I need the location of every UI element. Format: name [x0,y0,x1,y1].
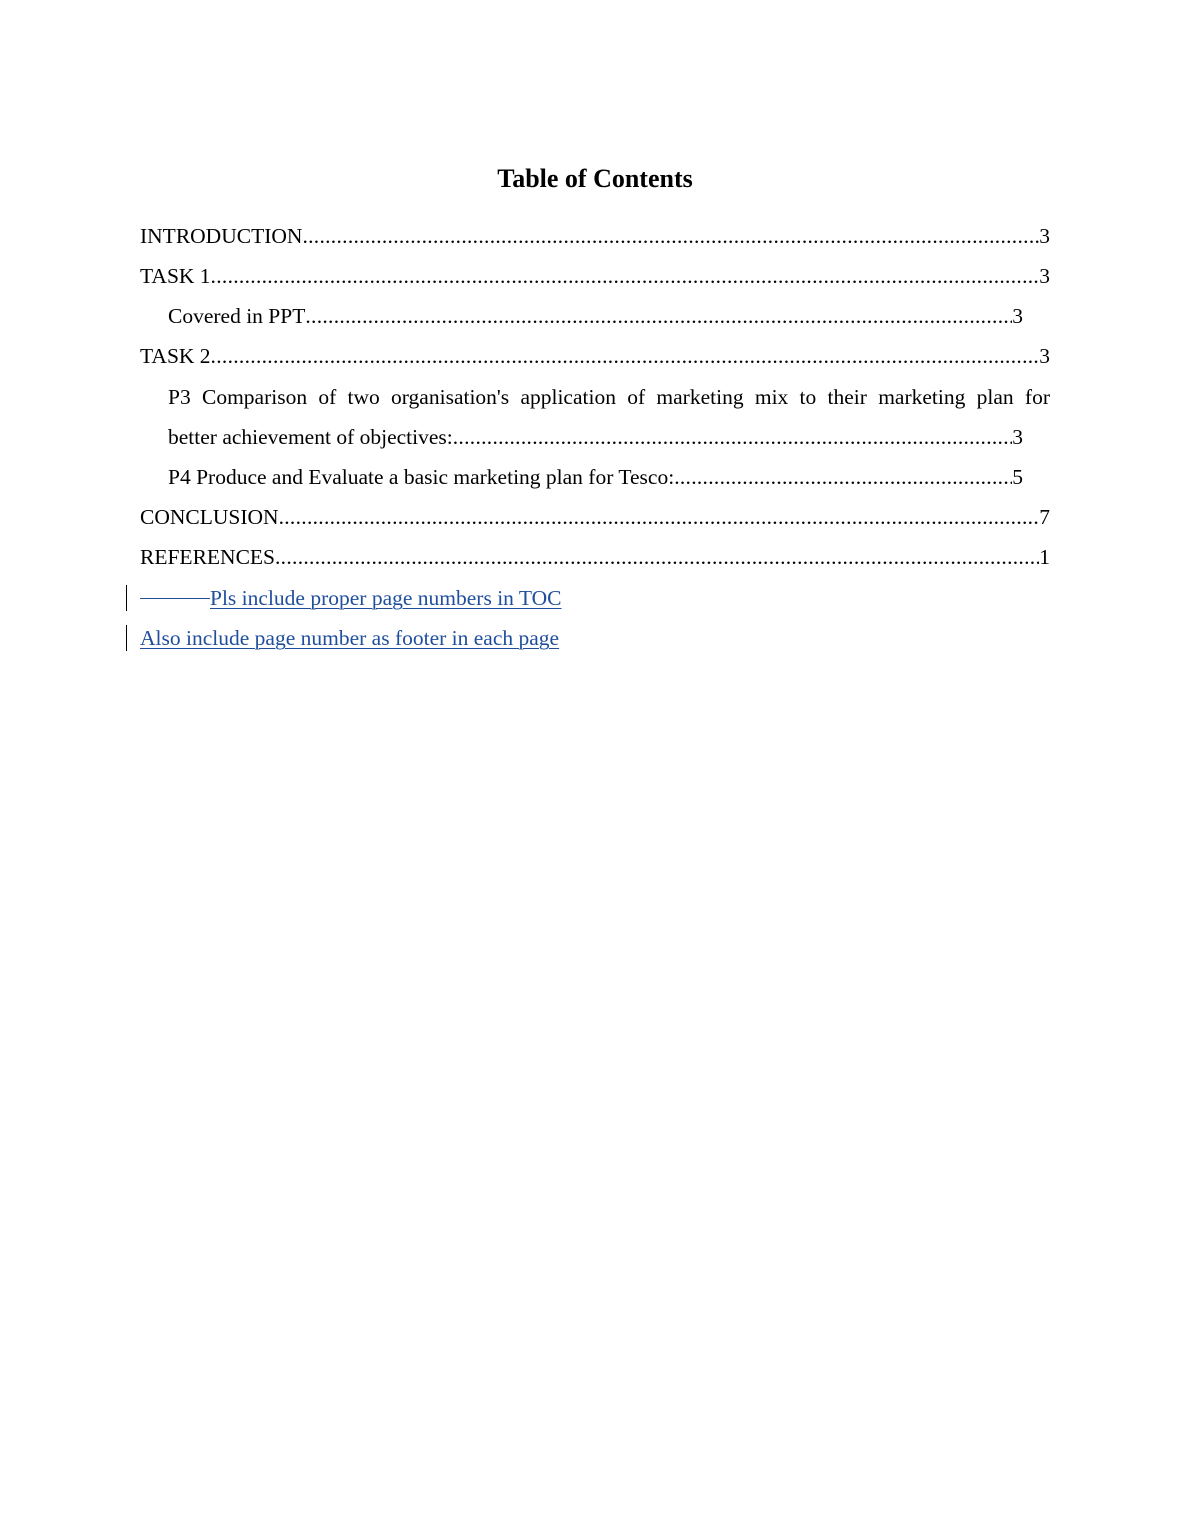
toc-leader-dots [453,417,1013,457]
toc-page-number: 3 [1012,425,1023,449]
toc-entry-label: REFERENCES [140,545,275,569]
toc-page-number: 7 [1039,505,1050,529]
toc-page-number: 3 [1012,304,1023,328]
toc-leader-dots [302,216,1039,256]
toc-entry-p4[interactable] [168,457,1023,497]
toc-entry-p3-line-1[interactable]: P3 Comparison of two organisation's application of marketing mix to their marketing plan for [168,385,1050,409]
toc-leader-dots [211,256,1040,296]
toc-entry-introduction[interactable] [140,216,1050,256]
comment-link-text[interactable]: Pls include proper page numbers in TOC [210,586,562,610]
toc-entry-label: P4 Produce and Evaluate a basic marketing plan for Tesco: [168,465,675,489]
toc-page-number: 5 [1012,465,1023,489]
toc-leader-dots [674,457,1012,497]
toc-entry-p3-line-2[interactable] [168,417,1023,457]
toc-leader-dots [279,497,1040,537]
toc-entry-label: Covered in PPT [168,304,306,328]
toc-page-number: 3 [1039,264,1050,288]
toc-leader-dots [305,296,1012,336]
toc-leader-dots [211,336,1040,376]
toc-page-number: 1 [1039,545,1050,569]
toc-page-number: 3 [1039,224,1050,248]
toc-title: Table of Contents [497,164,693,193]
toc-entry-label: CONCLUSION [140,505,279,529]
comment-link-text[interactable]: Also include page number as footer in each page [140,626,560,650]
toc-page-number: 3 [1039,344,1050,368]
toc-leader-dots [275,537,1039,577]
toc-entry-label: TASK 2 [140,344,211,368]
change-bar [126,625,127,651]
toc-entry-covered-in-ppt[interactable] [168,296,1023,336]
change-bar [126,585,127,611]
comment-dash [140,598,210,599]
toc-entry-task-1[interactable] [140,256,1050,296]
toc-entry-task-2[interactable] [140,336,1050,376]
review-comment-1[interactable] [140,578,562,618]
toc-entry-label: better achievement of objectives: [168,425,453,449]
toc-entry-label: INTRODUCTION [140,224,303,248]
toc-entry-references[interactable] [140,537,1050,577]
toc-entry-label: TASK 1 [140,264,211,288]
toc-entry-conclusion[interactable] [140,497,1050,537]
review-comment-2[interactable] [140,618,559,658]
